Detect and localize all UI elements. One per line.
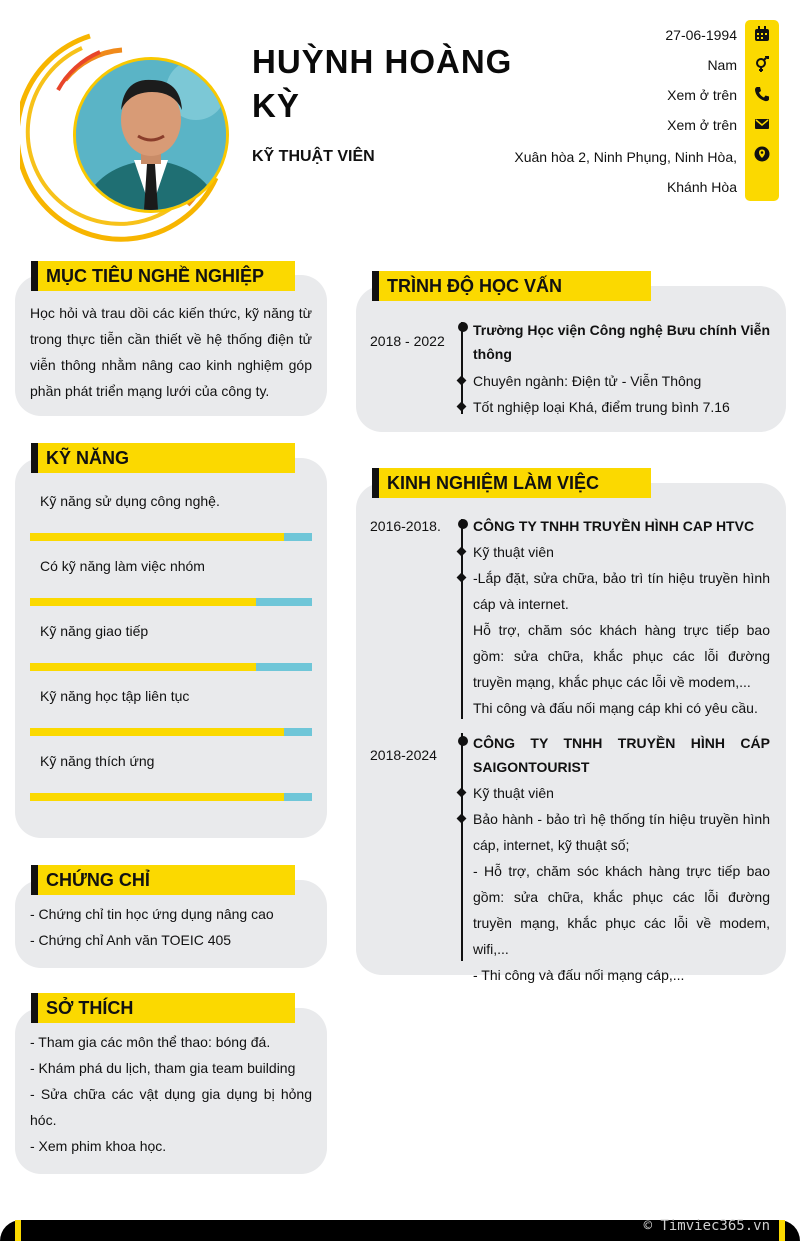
job-title: KỸ THUẬT VIÊN bbox=[252, 148, 375, 165]
certificates-list bbox=[30, 901, 312, 953]
company-name: CÔNG TY TNHH TRUYỀN HÌNH CÁP SAIGONTOURIST bbox=[473, 735, 770, 775]
timeline-line bbox=[461, 322, 463, 414]
experience-heading: KINH NGHIỆM LÀM VIỆC bbox=[372, 468, 651, 498]
skill-bar bbox=[30, 533, 312, 541]
skill-bar bbox=[30, 598, 312, 606]
mail-icon bbox=[754, 116, 770, 132]
skill-bar-fill bbox=[30, 533, 284, 541]
job-detail: - Hỗ trợ, chăm sóc khách hàng trực tiếp bao gồm: sửa chữa, khắc phục các lỗi đường truyền mạng, khắc phục các lỗi về modem, wifi,... bbox=[473, 863, 770, 957]
hobby-item: - Tham gia các môn thể thao: bóng đá. bbox=[30, 1034, 271, 1050]
job-date: 2018-2024 bbox=[370, 747, 437, 763]
email: Xem ở trên bbox=[667, 117, 737, 133]
hobby-item: - Khám phá du lịch, tham gia team building bbox=[30, 1060, 296, 1076]
calendar-icon bbox=[754, 26, 770, 42]
location-icon bbox=[754, 146, 770, 162]
job-details bbox=[473, 731, 770, 988]
certificate-item: - Chứng chỉ Anh văn TOEIC 405 bbox=[30, 932, 232, 948]
skills-heading: KỸ NĂNG bbox=[31, 443, 295, 473]
watermark: © Timviec365.vn bbox=[643, 1218, 770, 1234]
gender: Nam bbox=[707, 57, 737, 73]
skill-bar bbox=[30, 728, 312, 736]
footer-accent bbox=[15, 1220, 21, 1241]
skill-item bbox=[30, 688, 312, 736]
certificate-item: - Chứng chỉ tin học ứng dụng nâng cao bbox=[30, 906, 274, 922]
hobby-item: - Sửa chữa các vật dụng gia dụng bị hỏng hóc. bbox=[30, 1086, 312, 1128]
contact-icon-bar bbox=[745, 20, 779, 201]
company-name: CÔNG TY TNHH TRUYỀN HÌNH CAP HTVC bbox=[473, 518, 755, 534]
address: Xuân hòa 2, Ninh Phụng, Ninh Hòa, Khánh Hòa bbox=[514, 149, 737, 195]
avatar bbox=[73, 57, 229, 213]
footer-accent bbox=[779, 1220, 785, 1241]
job-detail: Bảo hành - bảo trì hệ thống tín hiệu truyền hình cáp, internet, kỹ thuật số; bbox=[473, 806, 770, 858]
avatar-frame bbox=[20, 30, 226, 244]
certificates-heading: CHỨNG CHỈ bbox=[31, 865, 295, 895]
contact-info bbox=[477, 22, 737, 202]
education-major: Chuyên ngành: Điện tử - Viễn Thông bbox=[473, 368, 770, 394]
candidate-name: HUỲNH HOÀNG KỲ bbox=[252, 43, 513, 124]
skill-bar bbox=[30, 793, 312, 801]
objective-heading: MỤC TIÊU NGHỀ NGHIỆP bbox=[31, 261, 295, 291]
skill-bar-fill bbox=[30, 728, 284, 736]
skill-item bbox=[30, 753, 312, 801]
gender-icon bbox=[754, 56, 770, 72]
job-detail: Hỗ trợ, chăm sóc khách hàng trực tiếp bao gồm: sửa chữa, khắc phục các lỗi đường truyền mạng, khắc phục các lỗi về modem,... bbox=[473, 622, 770, 690]
education-heading: TRÌNH ĐỘ HỌC VẤN bbox=[372, 271, 651, 301]
skill-name: Kỹ năng học tập liên tục bbox=[40, 688, 190, 704]
education-details bbox=[473, 318, 770, 420]
objective-text: Học hỏi và trau dồi các kiến thức, kỹ năng từ trong thực tiễn cần thiết về hệ thống điện tử viễn thông nhằm nâng cao kinh nghiệm góp phần phát triển mạng lưới của công ty. bbox=[30, 305, 312, 399]
job-date: 2016-2018. bbox=[370, 518, 441, 534]
skill-bar-fill bbox=[30, 663, 256, 671]
job-detail: - Thi công và đấu nối mạng cáp,... bbox=[473, 967, 685, 983]
job-detail: -Lắp đặt, sửa chữa, bảo trì tín hiệu truyền hình cáp và internet. bbox=[473, 565, 770, 617]
skill-bar-fill bbox=[30, 598, 256, 606]
phone: Xem ở trên bbox=[667, 87, 737, 103]
skill-bar bbox=[30, 663, 312, 671]
skill-item bbox=[30, 623, 312, 671]
hobbies-heading: SỞ THÍCH bbox=[31, 993, 295, 1023]
job-position: Kỹ thuật viên bbox=[473, 780, 770, 806]
hobbies-list bbox=[30, 1029, 312, 1159]
timeline-line bbox=[461, 733, 463, 961]
school-name: Trường Học viện Công nghệ Bưu chính Viễn thông bbox=[473, 322, 770, 362]
timeline-dot bbox=[458, 736, 468, 746]
education-date: 2018 - 2022 bbox=[370, 333, 445, 349]
job-position: Kỹ thuật viên bbox=[473, 539, 770, 565]
skill-name: Kỹ năng giao tiếp bbox=[40, 623, 149, 639]
phone-icon bbox=[754, 86, 770, 102]
hobby-item: - Xem phim khoa học. bbox=[30, 1138, 167, 1154]
timeline-dot bbox=[458, 322, 468, 332]
skill-name: Kỹ năng sử dụng công nghệ. bbox=[40, 493, 220, 509]
job-detail: Thi công và đấu nối mạng cáp khi có yêu cầu. bbox=[473, 700, 758, 716]
timeline-dot bbox=[458, 519, 468, 529]
skill-name: Kỹ năng thích ứng bbox=[40, 753, 155, 769]
skill-name: Có kỹ năng làm việc nhóm bbox=[40, 558, 205, 574]
birthdate: 27-06-1994 bbox=[665, 27, 737, 43]
education-result: Tốt nghiệp loại Khá, điểm trung bình 7.16 bbox=[473, 394, 770, 420]
skill-item bbox=[30, 558, 312, 606]
skill-item bbox=[30, 493, 312, 541]
skill-bar-fill bbox=[30, 793, 284, 801]
job-details bbox=[473, 514, 770, 721]
